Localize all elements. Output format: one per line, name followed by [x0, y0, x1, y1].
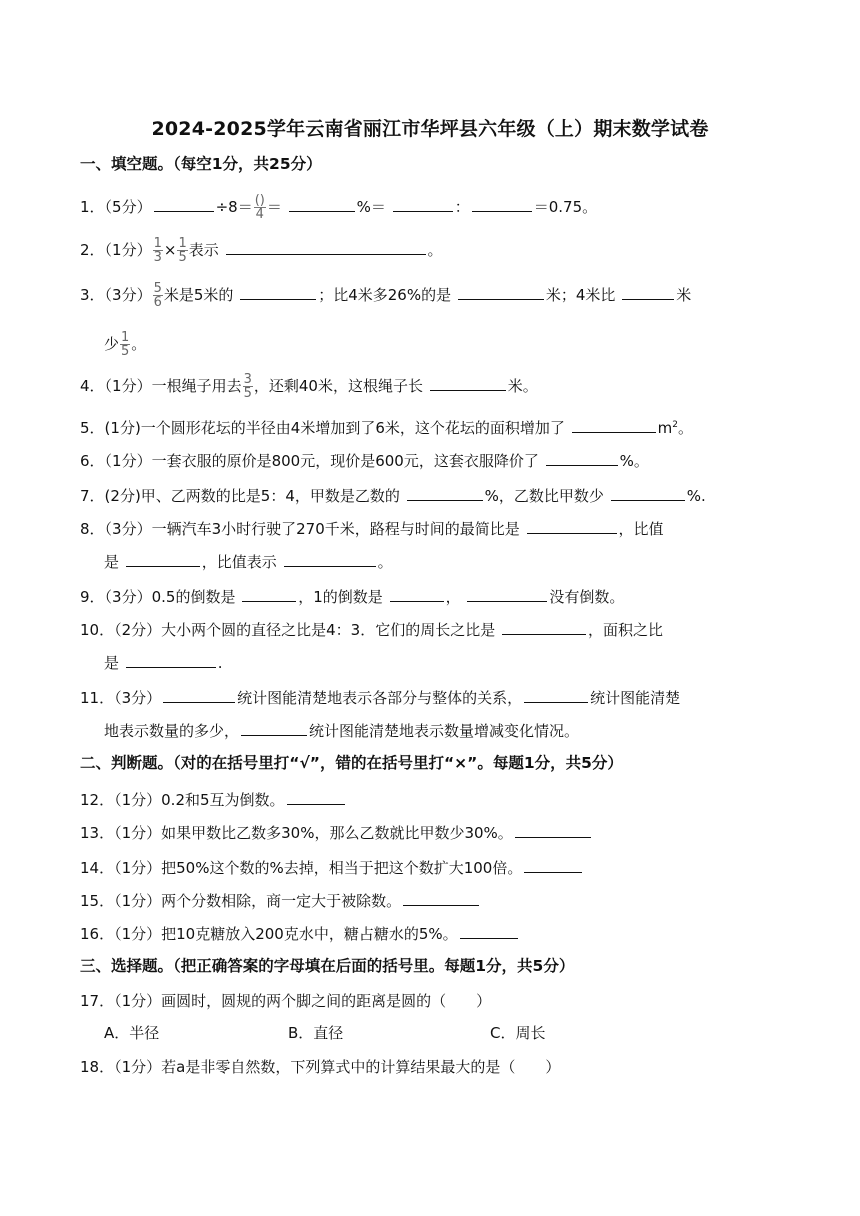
question-4: 4．（1分）一根绳子用去 $\frac{3}{5}$ ，还剩40米，这根绳子长 米。 [80, 372, 538, 401]
answer-blank[interactable] [546, 449, 618, 466]
fraction: $\frac{1}{5}$ [121, 330, 130, 359]
answer-blank[interactable] [126, 550, 200, 567]
fraction: $\frac{1}{3}$ [153, 236, 162, 265]
page-title: 2024-2025学年云南省丽江市华坪县六年级（上）期末数学试卷 [151, 118, 709, 140]
answer-blank[interactable] [611, 484, 685, 501]
question-10-cont: 是 . [104, 651, 809, 674]
question-17-options [104, 1022, 809, 1044]
answer-blank[interactable] [524, 856, 582, 873]
answer-blank[interactable] [226, 238, 426, 255]
answer-blank[interactable] [240, 283, 316, 300]
answer-blank[interactable] [289, 195, 355, 212]
question-8: 8．（3分）一辆汽车3小时行驶了270千米，路程与时间的最简比是 ，比值 [80, 517, 785, 540]
answer-blank[interactable] [390, 585, 444, 602]
fraction: $\frac{()}{4}$ [254, 193, 265, 222]
answer-blank[interactable] [622, 283, 674, 300]
answer-blank[interactable] [284, 550, 376, 567]
question-3-cont: 少 $\frac{1}{5}$ 。 [104, 330, 147, 359]
fraction: $\frac{5}{6}$ [153, 281, 162, 310]
section-true-false: 二、判断题。（对的在括号里打“√”，错的在括号里打“×”。每题1分，共5分） [80, 754, 623, 772]
question-6: 6．（1分）一套衣服的原价是800元，现价是600元，这套衣服降价了 %。 [80, 449, 785, 472]
question-11-cont: 地表示数量的多少， 统计图能清楚地表示数量增减变化情况。 [104, 719, 809, 742]
question-9: 9．（3分）0.5的倒数是 ，1的倒数是 ， 没有倒数。 [80, 585, 785, 608]
section-fill-in: 一、填空题。（每空1分，共25分） [80, 155, 322, 173]
answer-blank[interactable] [515, 821, 591, 838]
answer-blank[interactable] [467, 585, 547, 602]
question-11: 11．（3分） 统计图能清楚地表示各部分与整体的关系， 统计图能清楚 [80, 686, 785, 709]
question-12: 12．（1分）0.2和5互为倒数。 [80, 788, 785, 811]
answer-blank[interactable] [241, 719, 307, 736]
option-b[interactable]: B．直径 [288, 1024, 344, 1042]
answer-blank[interactable] [430, 374, 506, 391]
question-13: 13．（1分）如果甲数比乙数多30%，那么乙数就比甲数少30%。 [80, 821, 785, 844]
question-1: 1．（5分） ÷8＝ $\frac{()}{4}$ ＝ %＝ ： ＝0.75。 [80, 193, 598, 222]
option-a[interactable]: A．半径 [104, 1024, 160, 1042]
answer-blank[interactable] [527, 517, 617, 534]
question-10: 10．（2分）大小两个圆的直径之比是4：3．它们的周长之比是 ，面积之比 [80, 618, 785, 641]
answer-blank[interactable] [393, 195, 453, 212]
question-18: 18．（1分）若a是非零自然数，下列算式中的计算结果最大的是（ ） [80, 1058, 561, 1076]
answer-blank[interactable] [572, 416, 656, 433]
question-17: 17．（1分）画圆时，圆规的两个脚之间的距离是圆的（ ） [80, 992, 492, 1010]
answer-blank[interactable] [472, 195, 532, 212]
fraction: $\frac{1}{5}$ [178, 236, 187, 265]
answer-blank[interactable] [126, 651, 216, 668]
answer-blank[interactable] [458, 283, 544, 300]
option-c[interactable]: C．周长 [490, 1024, 546, 1042]
answer-blank[interactable] [154, 195, 214, 212]
question-3: 3．（3分） $\frac{5}{6}$ 米是5米的 ；比4米多26%的是 米；4米比 米 [80, 281, 692, 310]
answer-blank[interactable] [163, 686, 235, 703]
question-16: 16．（1分）把10克糖放入200克水中，糖占糖水的5%。 [80, 922, 785, 945]
question-15: 15．（1分）两个分数相除，商一定大于被除数。 [80, 889, 785, 912]
question-2: 2．（1分） $\frac{1}{3}$ × $\frac{1}{5}$ 表示 。 [80, 236, 443, 265]
answer-blank[interactable] [502, 618, 586, 635]
question-8-cont: 是 ，比值表示 。 [104, 550, 809, 573]
question-7: 7．(2分)甲、乙两数的比是5：4，甲数是乙数的 %，乙数比甲数少 %. [80, 484, 785, 507]
answer-blank[interactable] [403, 889, 479, 906]
question-14: 14．（1分）把50%这个数的%去掉，相当于把这个数扩大100倍。 [80, 856, 785, 879]
answer-blank[interactable] [460, 922, 518, 939]
question-5: 5．(1分)一个圆形花坛的半径由4米增加到了6米，这个花坛的面积增加了 $m^2$。 [80, 414, 785, 439]
section-multiple-choice: 三、选择题。（把正确答案的字母填在后面的括号里。每题1分，共5分） [80, 957, 575, 975]
fraction: $\frac{3}{5}$ [243, 372, 252, 401]
answer-blank[interactable] [242, 585, 296, 602]
answer-blank[interactable] [287, 788, 345, 805]
answer-blank[interactable] [524, 686, 588, 703]
answer-blank[interactable] [407, 484, 483, 501]
